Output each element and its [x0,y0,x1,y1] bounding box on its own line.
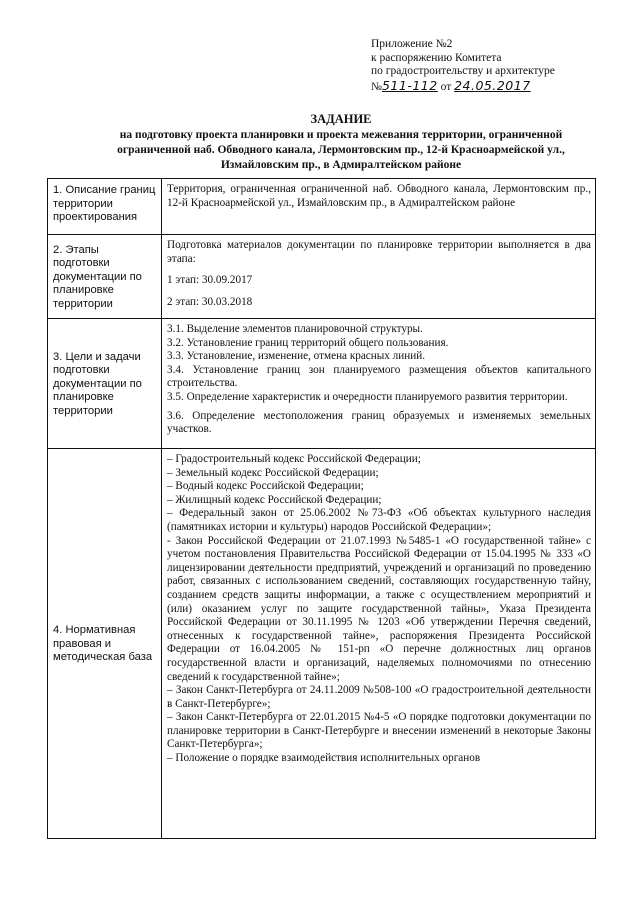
handwritten-date: 24.05.2017 [454,77,531,93]
task-table [47,178,596,839]
row-line: 1 этап: 30.09.2017 [167,274,253,287]
title-line-1: на подготовку проекта планировки и проекта межевания территории, ограниченной [119,129,563,141]
number-prefix: № [371,80,382,93]
row-line: – Закон Санкт-Петербурга от 24.11.2009 №508-100 «О градостроительной деятельности в Санкт-Петербурге»; [167,684,591,710]
table-row [48,319,596,449]
appendix-order-line: к распоряжению Комитета [371,51,502,64]
row-line: – Градостроительный кодекс Российской Федерации; [167,453,421,465]
appendix-number-date [371,79,555,95]
row-line: 2 этап: 30.03.2018 [167,295,253,308]
row-label: 3. Цели и задачи подготовки документации по планировке территории [48,319,162,449]
table-row [48,179,596,235]
row-line: Подготовка материалов документации по планировке территории выполняется в два этапа: [167,239,591,265]
row-label: 2. Этапы подготовки документации по планировке территории [48,235,162,319]
row-line: – Федеральный закон от 25.06.2002 №73-ФЗ «Об объектах культурного наследия (памятниках истории и культуры) народов Российской Федерации»; [167,507,591,533]
row-content [162,179,596,235]
appendix-header [371,38,555,94]
row-line: Территория, ограниченная ограниченной наб. Обводного канала, Лермонтовским пр., 12-й Красноармейской ул., Измайловским пр., в Адмиралтейском районе [167,183,591,209]
row-label: 1. Описание границ территории проектирования [48,179,162,235]
row-line: - Закон Российской Федерации от 21.07.1993 №5485-1 «О государственной тайне» с учетом постановления Правительства Российской Федерации от 15.04.1995 № 333 «О лицензировании деятельности предприятий, учреждений и организаций по проведению работ, связанных с использованием сведений, составляющих государственную тайну, созданием средств защиты информации, а также с осуществлением мероприятий и (или) оказанием услуг по защите государственной тайны», Указа Президента Российской Федерации от 30.11.1995 № 1203 «Об утверждении Перечня сведений, отнесенных к государственной тайне», распоряжения Президента Российской Федерации от 16.04.2005 № 151-рп «О перечне должностных лиц органов государственной власти и организаций, наделяемых полномочиями по отнесению сведений к государственной тайне»; [167,534,591,683]
row-line: 3.4. Установление границ зон планируемого размещения объектов капитального строительства. [167,363,591,390]
row-line: 3.2. Установление границ территорий общего пользования. [167,336,449,349]
appendix-committee-line: по градостроительству и архитектуре [371,65,555,77]
row-line: – Водный кодекс Российской Федерации; [167,480,364,493]
row-line: – Земельный кодекс Российской Федерации; [167,466,379,479]
date-prefix: от [440,80,452,93]
row-line: – Положение о порядке взаимодействия исполнительных органов [167,752,481,765]
row-line: 3.6. Определение местоположения границ образуемых и изменяемых земельных участков. [167,409,591,436]
title-main: ЗАДАНИЕ [310,112,372,126]
title-line-2: ограниченной наб. Обводного канала, Лермонтовским пр., 12-й Красноармейской ул., [117,144,565,156]
appendix-title: Приложение №2 [371,38,453,50]
table-row [48,449,596,839]
row-line: – Закон Санкт-Петербурга от 22.01.2015 №4-5 «О порядке подготовки документации по планировке территории в Санкт-Петербурге и внесении изменений в некоторые Законы Санкт-Петербурга»; [167,711,591,751]
document-title [60,112,622,173]
row-content [162,319,596,449]
row-label: 4. Нормативная правовая и методическая база [48,449,162,839]
row-line: 3.1. Выделение элементов планировочной структуры. [167,323,423,335]
row-content [162,449,596,839]
row-content [162,235,596,319]
table-row [48,235,596,319]
handwritten-number: 511-112 [381,77,438,93]
row-line: 3.3. Установление, изменение, отмена красных линий. [167,350,425,363]
row-line: – Жилищный кодекс Российской Федерации; [167,493,382,506]
title-line-3: Измайловским пр., в Адмиралтейском районе [220,159,462,171]
row-line: 3.5. Определение характеристик и очередности планируемого развития территории. [167,390,568,403]
